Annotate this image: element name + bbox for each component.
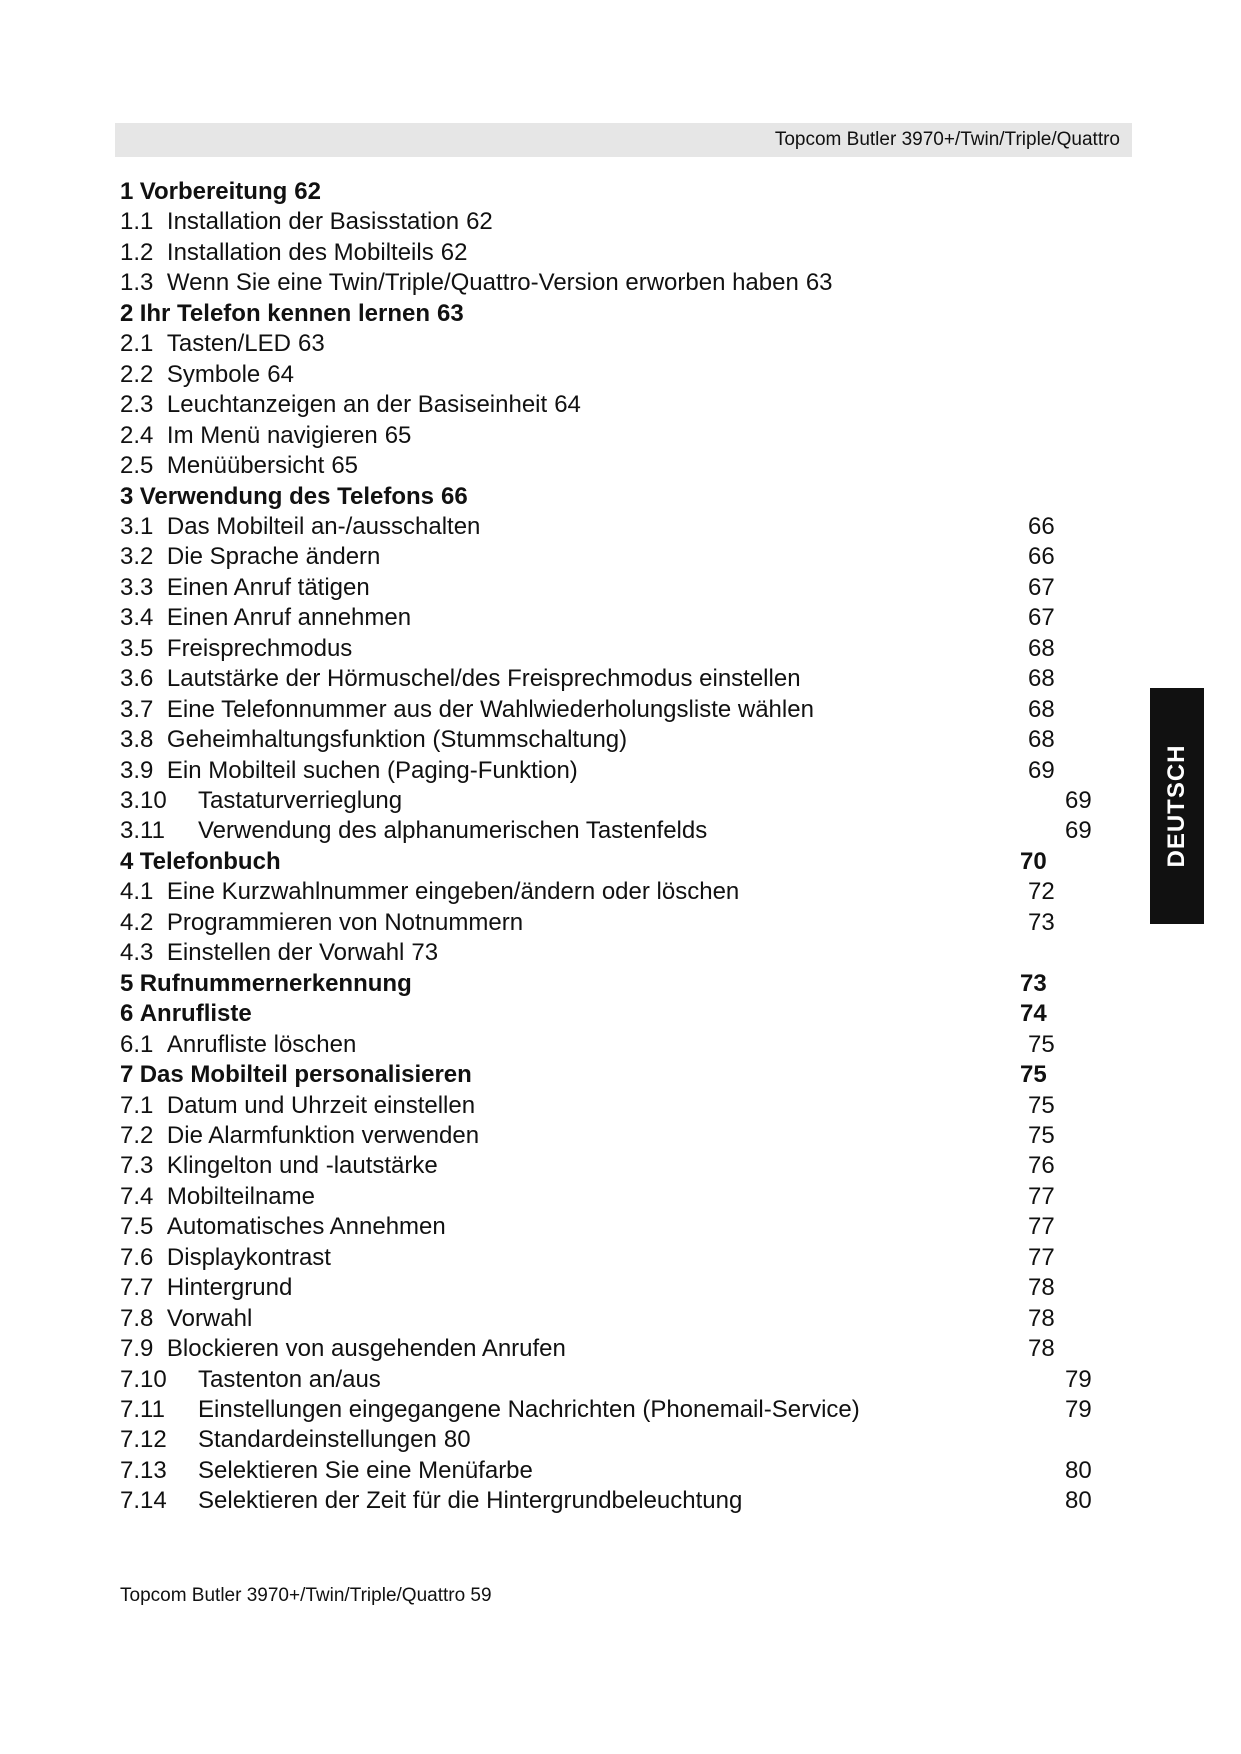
toc-entry-title: Telefonbuch <box>139 847 281 875</box>
toc-entry-number: 2.3 <box>120 391 154 419</box>
toc-entry <box>120 1121 1120 1151</box>
language-tab <box>1150 688 1204 924</box>
toc-entry-page: 68 <box>1028 726 1055 754</box>
toc-entry-number: 3.2 <box>120 543 154 571</box>
toc-entry-number: 7.3 <box>120 1152 154 1180</box>
header-bar <box>115 123 1132 157</box>
toc-entry-number: 4 <box>120 847 134 875</box>
toc-entry-page: 75 <box>1028 1030 1055 1058</box>
toc-entry-title: Installation der Basisstation 62 <box>166 208 493 236</box>
toc-entry <box>120 1243 1120 1273</box>
toc-entry-number: 3.8 <box>120 726 154 754</box>
toc-entry-page: 66 <box>1028 512 1055 540</box>
toc-entry <box>120 634 1120 664</box>
toc-entry-title: Einen Anruf annehmen <box>166 604 412 632</box>
toc-entry-page: 63 <box>297 330 325 358</box>
toc-entry-number: 3 <box>120 482 134 510</box>
toc-entry <box>120 1486 1120 1516</box>
toc-entry-number: 3.4 <box>120 604 154 632</box>
toc-entry <box>120 299 1120 329</box>
toc-entry-page: 80 <box>1065 1487 1092 1515</box>
toc-entry-number: 1.2 <box>120 238 154 266</box>
toc-entry-page: 72 <box>1028 878 1055 906</box>
toc-entry-number: 4.3 <box>120 939 154 967</box>
toc-entry-page: 68 <box>1028 634 1055 662</box>
toc-entry-page: 64 <box>554 391 581 419</box>
toc-entry <box>120 329 1120 359</box>
toc-entry-number: 7.6 <box>120 1243 154 1271</box>
toc-entry-page: 63 <box>805 269 833 297</box>
toc-entry-page: 69 <box>1028 756 1055 784</box>
toc-entry <box>120 938 1120 968</box>
toc-entry-page: 75 <box>1028 1091 1055 1119</box>
toc-entry-number: 7.1 <box>120 1091 154 1119</box>
toc-entry-page: 65 <box>384 421 412 449</box>
toc-entry-page: 62 <box>294 178 321 205</box>
toc-entry-number: 3.3 <box>120 573 154 601</box>
toc-entry-title: Einstellungen eingegangene Nachrichten (Phonemail-Service) <box>198 1396 860 1423</box>
toc-entry <box>120 390 1120 420</box>
toc-entry-title: Klingelton und -lautstärke <box>166 1152 438 1180</box>
toc-entry <box>120 664 1120 694</box>
toc-entry-page: 77 <box>1028 1243 1055 1271</box>
toc-entry-title: Ein Mobilteil suchen (Paging-Funktion) <box>166 756 578 784</box>
toc-entry <box>120 451 1120 481</box>
toc-entry <box>120 573 1120 603</box>
toc-entry-page: 69 <box>1065 817 1092 845</box>
toc-entry-number: 7.14 <box>120 1487 167 1515</box>
language-tab-label: DEUTSCH <box>1163 744 1190 868</box>
toc-entry <box>120 512 1120 542</box>
toc-entry <box>120 1151 1120 1181</box>
toc-entry-number: 2.5 <box>120 452 154 480</box>
toc-entry-page: 62 <box>440 238 468 266</box>
toc-entry-page: 69 <box>1065 787 1092 814</box>
toc-entry-number: 6.1 <box>120 1030 154 1058</box>
toc-entry-page: 66 <box>441 482 468 510</box>
toc-entry <box>120 1212 1120 1242</box>
toc-entry <box>120 816 1120 846</box>
toc-entry <box>120 1091 1120 1121</box>
toc-entry-title: Geheimhaltungsfunktion (Stummschaltung) <box>166 726 628 754</box>
toc-entry-title: Eine Kurzwahlnummer eingeben/ändern oder löschen <box>166 878 740 906</box>
toc-entry-title: Anrufliste löschen <box>166 1030 357 1058</box>
toc-entry-title: Das Mobilteil personalisieren <box>139 1061 472 1089</box>
toc-entry <box>120 542 1120 572</box>
toc-entry-page: 63 <box>437 299 464 327</box>
toc-entry-number: 7 <box>120 1061 134 1089</box>
toc-entry <box>120 482 1120 512</box>
toc-entry-number: 7.2 <box>120 1121 154 1149</box>
toc-entry-title: Installation des Mobilteils 62 <box>166 238 468 266</box>
toc-entry-number: 7.10 <box>120 1365 167 1393</box>
toc-entry-title: Eine Telefonnummer aus der Wahlwiederholungsliste wählen <box>166 695 814 723</box>
toc-entry-number: 7.7 <box>120 1274 154 1302</box>
toc-entry-title: Standardeinstellungen 80 <box>198 1426 471 1454</box>
toc-entry-page: 66 <box>1028 543 1055 571</box>
toc-entry-title: Selektieren Sie eine Menüfarbe <box>198 1456 533 1484</box>
toc-entry-page: 75 <box>1020 1061 1047 1089</box>
toc-entry-number: 2.2 <box>120 360 154 388</box>
toc-entry-number: 7.12 <box>120 1426 167 1454</box>
toc-entry-title: Das Mobilteil an-/ausschalten <box>166 512 481 540</box>
toc-entry <box>120 238 1120 268</box>
toc-entry-number: 1.1 <box>120 208 154 236</box>
toc-entry <box>120 1334 1120 1364</box>
toc-entry-title: Symbole 64 <box>166 360 294 388</box>
toc-entry-page: 73 <box>411 939 439 967</box>
toc-entry-title: Blockieren von ausgehenden Anrufen <box>166 1335 566 1363</box>
toc-entry-number: 5 <box>120 969 134 997</box>
toc-entry <box>120 725 1120 755</box>
toc-entry <box>120 207 1120 237</box>
toc-entry-page: 70 <box>1020 847 1047 875</box>
toc-entry-page: 78 <box>1028 1274 1055 1302</box>
toc-entry-title: Freisprechmodus <box>166 634 353 662</box>
toc-entry-title: Tastenton an/aus <box>198 1365 381 1393</box>
toc-entry-title: Vorwahl <box>166 1304 253 1332</box>
toc-entry-title: Selektieren der Zeit für die Hintergrundbeleuchtung <box>198 1487 743 1515</box>
toc-entry-title: Einen Anruf tätigen <box>166 573 370 601</box>
toc-entry <box>120 908 1120 938</box>
toc-entry-number: 7.11 <box>120 1396 165 1423</box>
toc-entry <box>120 1182 1120 1212</box>
toc-entry-number: 4.1 <box>120 878 154 906</box>
toc-entry-number: 3.5 <box>120 634 154 662</box>
toc-entry-page: 74 <box>1020 1000 1047 1028</box>
toc-entry <box>120 969 1120 999</box>
toc-entry-page: 79 <box>1065 1365 1092 1393</box>
toc-entry-title: Programmieren von Notnummern <box>166 908 524 936</box>
toc-entry-page: 80 <box>1065 1456 1092 1484</box>
toc-entry-number: 7.8 <box>120 1304 154 1332</box>
toc-entry-page: 78 <box>1028 1304 1055 1332</box>
toc-entry-number: 1.3 <box>120 269 154 297</box>
toc-entry-page: 78 <box>1028 1335 1055 1363</box>
toc-entry-page: 67 <box>1028 604 1055 632</box>
toc-entry-title: Mobilteilname <box>166 1182 315 1210</box>
toc-entry <box>120 877 1120 907</box>
toc-entry-number: 3.11 <box>120 817 165 845</box>
toc-entry-page: 65 <box>331 452 359 480</box>
toc-entry <box>120 1304 1120 1334</box>
toc-entry-title: Verwendung des Telefons 66 <box>139 482 468 510</box>
toc-entry-page: 79 <box>1065 1396 1092 1423</box>
toc-entry-title: Lautstärke der Hörmuschel/des Freisprechmodus einstellen <box>166 665 801 693</box>
toc-entry <box>120 786 1120 816</box>
toc-entry-title: Ihr Telefon kennen lernen 63 <box>139 299 464 327</box>
toc-entry-number: 6 <box>120 1000 134 1028</box>
toc-entry-title: Hintergrund <box>166 1274 293 1302</box>
toc-entry-title: Die Alarmfunktion verwenden <box>166 1121 480 1149</box>
toc-entry-number: 7.4 <box>120 1182 154 1210</box>
toc-entry <box>120 695 1120 725</box>
toc-entry-title: Die Sprache ändern <box>166 543 381 571</box>
toc-entry-number: 2.4 <box>120 421 154 449</box>
toc-entry-number: 2 <box>120 299 134 327</box>
toc-entry-title: Tasten/LED 63 <box>166 330 325 358</box>
toc-entry-title: Im Menü navigieren 65 <box>166 421 412 449</box>
header-title: Topcom Butler 3970+/Twin/Triple/Quattro <box>774 129 1120 150</box>
toc-entry <box>120 1365 1120 1395</box>
toc-entry-title: Leuchtanzeigen an der Basiseinheit 64 <box>166 391 581 419</box>
toc-entry-title: Datum und Uhrzeit einstellen <box>166 1091 476 1119</box>
toc-entry-number: 7.5 <box>120 1213 154 1241</box>
toc-entry-title: Wenn Sie eine Twin/Triple/Quattro-Version erworben haben 63 <box>166 269 833 297</box>
toc-entry-number: 3.10 <box>120 787 167 814</box>
toc-entry-page: 80 <box>443 1426 471 1454</box>
page-footer: Topcom Butler 3970+/Twin/Triple/Quattro 59 <box>120 1585 492 1606</box>
toc-entry-number: 3.9 <box>120 756 154 784</box>
toc-entry-title: Tastaturverrieglung <box>198 787 403 814</box>
toc-entry-title: Automatisches Annehmen <box>166 1213 446 1241</box>
toc-entry-number: 4.2 <box>120 908 154 936</box>
toc-entry-number: 3.1 <box>120 512 154 540</box>
toc-entry <box>120 268 1120 298</box>
toc-entry <box>120 603 1120 633</box>
toc-entry-title: Anrufliste <box>139 1000 252 1028</box>
toc-entry <box>120 1456 1120 1486</box>
toc-entry-title: Displaykontrast <box>166 1243 331 1271</box>
toc-entry-title: Rufnummernerkennung <box>139 969 412 997</box>
toc-entry-page: 76 <box>1028 1152 1055 1180</box>
toc-entry-page: 75 <box>1028 1121 1055 1149</box>
toc-entry-page: 67 <box>1028 573 1055 601</box>
toc-entry-number: 3.7 <box>120 695 154 723</box>
toc-entry-page: 73 <box>1028 908 1055 936</box>
toc-entry-page: 68 <box>1028 695 1055 723</box>
toc-entry <box>120 1273 1120 1303</box>
toc-entry-page: 77 <box>1028 1182 1055 1210</box>
toc-entry-page: 64 <box>267 360 294 388</box>
toc-entry-title: Einstellen der Vorwahl 73 <box>166 939 439 967</box>
toc-entry-title: Menüübersicht 65 <box>166 452 359 480</box>
toc-entry-page: 73 <box>1020 969 1047 997</box>
toc-entry <box>120 847 1120 877</box>
toc-entry <box>120 1060 1120 1090</box>
toc-entry-page: 68 <box>1028 665 1055 693</box>
toc-entry-title: Vorbereitung 62 <box>139 178 321 205</box>
toc-entry <box>120 1395 1120 1425</box>
toc-entry-number: 3.6 <box>120 665 154 693</box>
toc-entry <box>120 360 1120 390</box>
toc-entry-page: 62 <box>466 208 493 236</box>
toc-entry <box>120 1030 1120 1060</box>
toc-entry-number: 1 <box>120 178 134 205</box>
toc-entry-title: Verwendung des alphanumerischen Tastenfelds <box>198 817 708 845</box>
toc-entry <box>120 756 1120 786</box>
toc-entry <box>120 1425 1120 1455</box>
toc-entry-page: 77 <box>1028 1213 1055 1241</box>
toc-entry <box>120 421 1120 451</box>
toc-entry <box>120 999 1120 1029</box>
toc-entry-number: 7.13 <box>120 1456 167 1484</box>
toc-entry-number: 2.1 <box>120 330 154 358</box>
toc-entry-number: 7.9 <box>120 1335 154 1363</box>
toc-entry <box>120 177 1120 207</box>
